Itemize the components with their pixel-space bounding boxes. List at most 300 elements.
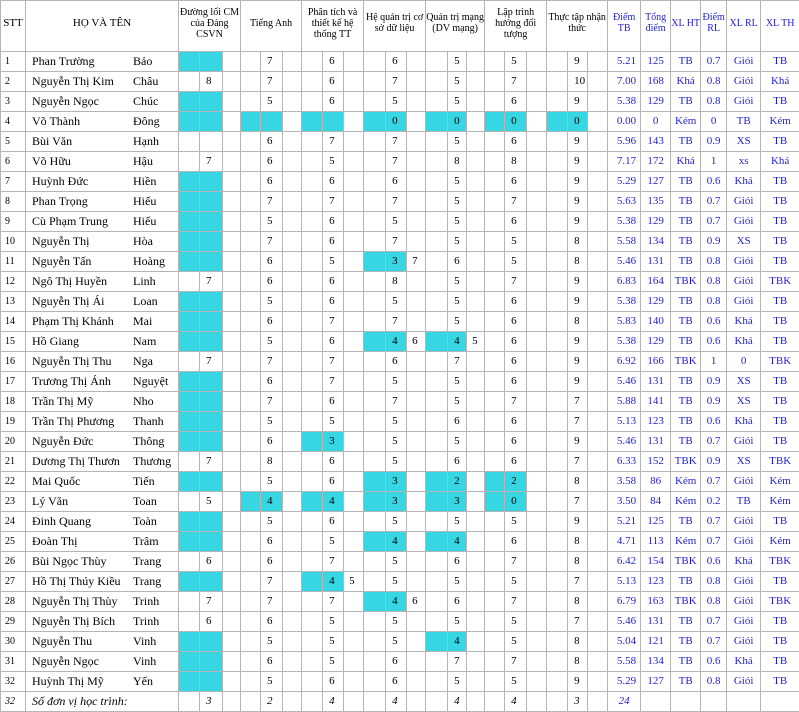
row-diem-rl: 0.9 bbox=[701, 452, 727, 472]
row-tt-retake bbox=[588, 492, 608, 512]
row-hq-spacer bbox=[364, 172, 386, 192]
row-lt-spacer bbox=[485, 612, 505, 632]
row-stt: 27 bbox=[1, 572, 26, 592]
row-diem-tb: 5.38 bbox=[608, 92, 641, 112]
header-xl-th: XL TH bbox=[761, 1, 799, 52]
row-diem-tb: 5.46 bbox=[608, 252, 641, 272]
row-pt-spacer bbox=[302, 212, 323, 232]
row-lt-score: 6 bbox=[505, 532, 527, 552]
row-tong-diem: 168 bbox=[641, 72, 671, 92]
row-ta-retake bbox=[283, 432, 302, 452]
table-row bbox=[1, 552, 799, 572]
row-pt-score: 4 bbox=[323, 492, 344, 512]
row-diem-rl: 0.6 bbox=[701, 552, 727, 572]
row-stt: 31 bbox=[1, 652, 26, 672]
row-qm-spacer bbox=[426, 132, 448, 152]
row-ten: Trang bbox=[131, 552, 179, 572]
row-pt-score: 6 bbox=[323, 292, 344, 312]
row-tt-retake bbox=[588, 332, 608, 352]
row-dl-score: 5 bbox=[200, 492, 223, 512]
row-dl-spacer bbox=[179, 472, 200, 492]
row-diem-tb: 5.83 bbox=[608, 312, 641, 332]
row-hq-score: 5 bbox=[386, 432, 407, 452]
row-ta-score: 7 bbox=[261, 352, 283, 372]
row-xl-th: TB bbox=[761, 312, 799, 332]
row-pt-score: 5 bbox=[323, 152, 344, 172]
table-row bbox=[1, 372, 799, 392]
row-tt-score: 7 bbox=[568, 392, 588, 412]
row-dl-spacer bbox=[179, 112, 200, 132]
row-lt-score: 6 bbox=[505, 132, 527, 152]
row-diem-rl: 0.8 bbox=[701, 672, 727, 692]
row-lt-retake bbox=[527, 532, 547, 552]
row-ta-spacer bbox=[241, 652, 261, 672]
row-hq-retake: 6 bbox=[407, 592, 426, 612]
row-hq-retake bbox=[407, 52, 426, 72]
row-hq-retake bbox=[407, 492, 426, 512]
row-xl-th: TBK bbox=[761, 352, 799, 372]
row-tt-retake bbox=[588, 212, 608, 232]
row-xl-th: TB bbox=[761, 332, 799, 352]
row-qm-retake bbox=[467, 592, 485, 612]
row-ta-retake bbox=[283, 232, 302, 252]
row-ta-retake bbox=[283, 372, 302, 392]
row-ten: Nga bbox=[131, 352, 179, 372]
row-dl-spacer bbox=[179, 452, 200, 472]
row-hq-score: 5 bbox=[386, 92, 407, 112]
row-dl-spacer bbox=[179, 192, 200, 212]
row-lt-retake bbox=[527, 432, 547, 452]
row-tt-score: 7 bbox=[568, 412, 588, 432]
row-lt-retake bbox=[527, 92, 547, 112]
row-ta-score: 7 bbox=[261, 232, 283, 252]
row-hq-score: 5 bbox=[386, 212, 407, 232]
row-diem-tb: 3.50 bbox=[608, 492, 641, 512]
row-qm-spacer bbox=[426, 292, 448, 312]
row-tt-score: 7 bbox=[568, 572, 588, 592]
footer-lt: 4 bbox=[505, 692, 527, 712]
row-tong-diem: 127 bbox=[641, 672, 671, 692]
row-xl-th: TB bbox=[761, 412, 799, 432]
row-ten: Thương bbox=[131, 452, 179, 472]
row-tong-diem: 131 bbox=[641, 372, 671, 392]
row-qm-score: 5 bbox=[448, 72, 467, 92]
row-ta-score: 5 bbox=[261, 472, 283, 492]
row-ho: Huỳnh Đức bbox=[26, 172, 131, 192]
row-dl-spacer bbox=[179, 672, 200, 692]
row-diem-rl: 0.6 bbox=[701, 172, 727, 192]
row-ta-score: 5 bbox=[261, 672, 283, 692]
row-lt-score: 8 bbox=[505, 152, 527, 172]
row-xl-rl: Giỏi bbox=[727, 572, 761, 592]
row-xl-th: TB bbox=[761, 212, 799, 232]
row-pt-spacer bbox=[302, 552, 323, 572]
row-tt-retake bbox=[588, 432, 608, 452]
row-pt-retake bbox=[344, 152, 364, 172]
row-lt-score: 5 bbox=[505, 512, 527, 532]
row-ta-retake bbox=[283, 672, 302, 692]
row-diem-tb: 5.38 bbox=[608, 332, 641, 352]
row-qm-spacer bbox=[426, 92, 448, 112]
row-dl-score bbox=[200, 92, 223, 112]
row-ta-retake bbox=[283, 132, 302, 152]
row-dl-retake bbox=[223, 72, 241, 92]
header-lap-trinh: Lập trình hướng đối tượng bbox=[485, 1, 547, 52]
row-tong-diem: 113 bbox=[641, 532, 671, 552]
row-tt-spacer bbox=[547, 672, 568, 692]
row-lt-score: 5 bbox=[505, 612, 527, 632]
row-tt-spacer bbox=[547, 52, 568, 72]
row-stt: 19 bbox=[1, 412, 26, 432]
table-row bbox=[1, 592, 799, 612]
row-hq-score: 7 bbox=[386, 312, 407, 332]
row-qm-retake bbox=[467, 452, 485, 472]
row-diem-rl: 0.2 bbox=[701, 492, 727, 512]
row-xl-rl: Giỏi bbox=[727, 672, 761, 692]
row-lt-spacer bbox=[485, 212, 505, 232]
row-lt-score: 7 bbox=[505, 552, 527, 572]
row-hq-spacer bbox=[364, 112, 386, 132]
row-dl-retake bbox=[223, 232, 241, 252]
row-qm-score: 5 bbox=[448, 392, 467, 412]
header-tong-diem: Tổng điểm bbox=[641, 1, 671, 52]
row-tt-spacer bbox=[547, 212, 568, 232]
table-row bbox=[1, 92, 799, 112]
row-stt: 14 bbox=[1, 312, 26, 332]
row-ho: Đinh Quang bbox=[26, 512, 131, 532]
row-ho: Phan Trọng bbox=[26, 192, 131, 212]
row-hq-retake bbox=[407, 392, 426, 412]
row-pt-spacer bbox=[302, 172, 323, 192]
row-xl-ht: TBK bbox=[671, 352, 701, 372]
row-lt-score: 5 bbox=[505, 632, 527, 652]
row-dl-retake bbox=[223, 152, 241, 172]
table-row bbox=[1, 252, 799, 272]
row-diem-tb: 6.92 bbox=[608, 352, 641, 372]
row-xl-th: TB bbox=[761, 292, 799, 312]
row-lt-score: 7 bbox=[505, 272, 527, 292]
row-tt-retake bbox=[588, 72, 608, 92]
row-qm-retake bbox=[467, 192, 485, 212]
row-ten: Trinh bbox=[131, 612, 179, 632]
row-qm-spacer bbox=[426, 212, 448, 232]
row-dl-retake bbox=[223, 112, 241, 132]
row-diem-rl: 0.9 bbox=[701, 132, 727, 152]
row-stt: 29 bbox=[1, 612, 26, 632]
row-ho: Mai Quốc bbox=[26, 472, 131, 492]
row-hq-retake bbox=[407, 612, 426, 632]
row-hq-retake bbox=[407, 352, 426, 372]
row-hq-spacer bbox=[364, 612, 386, 632]
table-row bbox=[1, 332, 799, 352]
row-pt-spacer bbox=[302, 132, 323, 152]
row-pt-score: 3 bbox=[323, 432, 344, 452]
row-lt-score: 5 bbox=[505, 672, 527, 692]
row-hq-spacer bbox=[364, 52, 386, 72]
row-pt-retake bbox=[344, 232, 364, 252]
row-diem-rl: 0.6 bbox=[701, 652, 727, 672]
row-ta-spacer bbox=[241, 332, 261, 352]
row-lt-retake bbox=[527, 212, 547, 232]
row-lt-score: 6 bbox=[505, 332, 527, 352]
row-lt-score: 5 bbox=[505, 252, 527, 272]
header-row bbox=[1, 1, 799, 52]
row-hq-retake bbox=[407, 312, 426, 332]
header-stt: STT bbox=[1, 1, 26, 52]
row-diem-rl: 0.8 bbox=[701, 592, 727, 612]
row-pt-spacer bbox=[302, 332, 323, 352]
row-dl-score bbox=[200, 112, 223, 132]
row-lt-retake bbox=[527, 232, 547, 252]
row-pt-score bbox=[323, 112, 344, 132]
row-pt-score: 7 bbox=[323, 192, 344, 212]
row-qm-score: 6 bbox=[448, 412, 467, 432]
row-qm-score: 5 bbox=[448, 432, 467, 452]
row-ta-score: 6 bbox=[261, 252, 283, 272]
row-dl-spacer bbox=[179, 592, 200, 612]
row-lt-spacer bbox=[485, 112, 505, 132]
row-ta-spacer bbox=[241, 112, 261, 132]
row-tt-score: 9 bbox=[568, 192, 588, 212]
row-hq-score: 4 bbox=[386, 332, 407, 352]
row-hq-score: 5 bbox=[386, 412, 407, 432]
header-phan-tich: Phân tích và thiết kế hệ thống TT bbox=[302, 1, 364, 52]
row-hq-score: 5 bbox=[386, 612, 407, 632]
row-pt-score: 6 bbox=[323, 232, 344, 252]
row-tt-score: 7 bbox=[568, 612, 588, 632]
row-hq-retake bbox=[407, 532, 426, 552]
row-ta-spacer bbox=[241, 392, 261, 412]
row-qm-retake bbox=[467, 252, 485, 272]
row-lt-retake bbox=[527, 312, 547, 332]
row-qm-retake bbox=[467, 552, 485, 572]
row-hq-score: 7 bbox=[386, 72, 407, 92]
row-hq-spacer bbox=[364, 592, 386, 612]
row-pt-spacer bbox=[302, 652, 323, 672]
row-lt-retake bbox=[527, 492, 547, 512]
row-ta-score: 8 bbox=[261, 452, 283, 472]
row-ta-retake bbox=[283, 292, 302, 312]
row-hq-spacer bbox=[364, 352, 386, 372]
row-tong-diem: 129 bbox=[641, 212, 671, 232]
row-qm-retake bbox=[467, 392, 485, 412]
row-lt-spacer bbox=[485, 232, 505, 252]
row-ta-retake bbox=[283, 172, 302, 192]
row-ta-spacer bbox=[241, 132, 261, 152]
row-stt: 15 bbox=[1, 332, 26, 352]
row-ten: Hiếu bbox=[131, 212, 179, 232]
row-pt-retake bbox=[344, 432, 364, 452]
row-pt-score: 7 bbox=[323, 132, 344, 152]
row-ho: Trần Thị Mỹ bbox=[26, 392, 131, 412]
row-ta-score: 5 bbox=[261, 292, 283, 312]
row-ho: Hồ Thị Thúy Kiều bbox=[26, 572, 131, 592]
row-ho: Huỳnh Thị Mỹ bbox=[26, 672, 131, 692]
row-ta-retake bbox=[283, 112, 302, 132]
row-dl-retake bbox=[223, 532, 241, 552]
row-qm-spacer bbox=[426, 632, 448, 652]
row-diem-tb: 0.00 bbox=[608, 112, 641, 132]
row-dl-spacer bbox=[179, 392, 200, 412]
footer-tt: 3 bbox=[568, 692, 588, 712]
row-qm-retake bbox=[467, 72, 485, 92]
row-xl-ht: Khá bbox=[671, 72, 701, 92]
table-row bbox=[1, 492, 799, 512]
row-tong-diem: 134 bbox=[641, 652, 671, 672]
row-lt-spacer bbox=[485, 532, 505, 552]
row-ta-retake bbox=[283, 152, 302, 172]
row-xl-ht: TB bbox=[671, 392, 701, 412]
row-tt-spacer bbox=[547, 252, 568, 272]
row-tt-retake bbox=[588, 252, 608, 272]
row-diem-tb: 6.33 bbox=[608, 452, 641, 472]
row-diem-rl: 0.7 bbox=[701, 52, 727, 72]
row-hq-score: 5 bbox=[386, 452, 407, 472]
row-qm-retake bbox=[467, 612, 485, 632]
row-diem-tb: 5.46 bbox=[608, 612, 641, 632]
row-lt-retake bbox=[527, 132, 547, 152]
row-dl-retake bbox=[223, 372, 241, 392]
row-diem-tb: 4.71 bbox=[608, 532, 641, 552]
row-diem-rl: 0 bbox=[701, 112, 727, 132]
row-qm-retake bbox=[467, 112, 485, 132]
row-pt-spacer bbox=[302, 452, 323, 472]
row-ta-retake bbox=[283, 512, 302, 532]
row-xl-rl: 0 bbox=[727, 352, 761, 372]
row-stt: 26 bbox=[1, 552, 26, 572]
row-hq-spacer bbox=[364, 132, 386, 152]
row-xl-ht: TB bbox=[671, 652, 701, 672]
row-xl-rl: Giỏi bbox=[727, 532, 761, 552]
row-ho: Nguyễn Thị Thùy bbox=[26, 592, 131, 612]
row-ta-score: 5 bbox=[261, 212, 283, 232]
row-xl-ht: Kém bbox=[671, 532, 701, 552]
row-ho: Võ Hữu bbox=[26, 152, 131, 172]
row-stt: 32 bbox=[1, 672, 26, 692]
row-xl-ht: TB bbox=[671, 192, 701, 212]
row-ten: Loan bbox=[131, 292, 179, 312]
row-qm-score: 0 bbox=[448, 112, 467, 132]
row-xl-th: TB bbox=[761, 512, 799, 532]
row-dl-score: 7 bbox=[200, 272, 223, 292]
row-dl-spacer bbox=[179, 612, 200, 632]
row-dl-score bbox=[200, 652, 223, 672]
row-tt-score: 8 bbox=[568, 312, 588, 332]
row-stt: 10 bbox=[1, 232, 26, 252]
row-xl-th: TB bbox=[761, 132, 799, 152]
row-xl-th: Khá bbox=[761, 152, 799, 172]
table-row bbox=[1, 112, 799, 132]
row-lt-spacer bbox=[485, 272, 505, 292]
row-qm-spacer bbox=[426, 172, 448, 192]
row-ta-spacer bbox=[241, 352, 261, 372]
row-qm-score: 5 bbox=[448, 212, 467, 232]
row-lt-spacer bbox=[485, 332, 505, 352]
row-xl-rl: Giỏi bbox=[727, 632, 761, 652]
row-pt-score: 6 bbox=[323, 92, 344, 112]
row-xl-ht: TB bbox=[671, 432, 701, 452]
row-ta-spacer bbox=[241, 72, 261, 92]
row-dl-score: 7 bbox=[200, 592, 223, 612]
row-hq-retake bbox=[407, 232, 426, 252]
row-qm-retake bbox=[467, 572, 485, 592]
row-ta-score: 7 bbox=[261, 52, 283, 72]
row-pt-spacer bbox=[302, 52, 323, 72]
row-dl-score: 6 bbox=[200, 552, 223, 572]
row-xl-ht: Kém bbox=[671, 112, 701, 132]
row-tt-spacer bbox=[547, 132, 568, 152]
row-ta-retake bbox=[283, 412, 302, 432]
row-qm-retake bbox=[467, 372, 485, 392]
row-dl-spacer bbox=[179, 552, 200, 572]
row-dl-spacer bbox=[179, 52, 200, 72]
row-tt-retake bbox=[588, 572, 608, 592]
row-ten: Hiền bbox=[131, 172, 179, 192]
row-ho: Trương Thị Ánh bbox=[26, 372, 131, 392]
header-xl-ht: XL HT bbox=[671, 1, 701, 52]
row-stt: 18 bbox=[1, 392, 26, 412]
row-hq-spacer bbox=[364, 372, 386, 392]
row-hq-score: 3 bbox=[386, 472, 407, 492]
row-lt-retake bbox=[527, 292, 547, 312]
row-dl-retake bbox=[223, 412, 241, 432]
row-lt-spacer bbox=[485, 172, 505, 192]
row-ta-score: 6 bbox=[261, 372, 283, 392]
row-lt-spacer bbox=[485, 52, 505, 72]
row-dl-retake bbox=[223, 132, 241, 152]
row-diem-tb: 5.13 bbox=[608, 572, 641, 592]
row-lt-spacer bbox=[485, 512, 505, 532]
row-ta-spacer bbox=[241, 212, 261, 232]
table-row bbox=[1, 412, 799, 432]
row-tt-spacer bbox=[547, 312, 568, 332]
row-qm-score: 5 bbox=[448, 52, 467, 72]
row-stt: 9 bbox=[1, 212, 26, 232]
row-ten: Châu bbox=[131, 72, 179, 92]
row-lt-score: 2 bbox=[505, 472, 527, 492]
row-hq-spacer bbox=[364, 632, 386, 652]
row-lt-retake bbox=[527, 352, 547, 372]
row-pt-score: 5 bbox=[323, 612, 344, 632]
row-pt-spacer bbox=[302, 252, 323, 272]
row-lt-spacer bbox=[485, 472, 505, 492]
row-ten: Chúc bbox=[131, 92, 179, 112]
row-ta-spacer bbox=[241, 172, 261, 192]
row-qm-retake bbox=[467, 652, 485, 672]
row-hq-retake bbox=[407, 432, 426, 452]
row-lt-spacer bbox=[485, 92, 505, 112]
row-qm-spacer bbox=[426, 652, 448, 672]
row-diem-rl: 0.6 bbox=[701, 412, 727, 432]
row-pt-spacer bbox=[302, 72, 323, 92]
row-dl-score bbox=[200, 672, 223, 692]
row-tt-spacer bbox=[547, 292, 568, 312]
row-ho: Hồ Giang bbox=[26, 332, 131, 352]
row-xl-ht: Kém bbox=[671, 492, 701, 512]
row-qm-retake bbox=[467, 152, 485, 172]
row-tong-diem: 172 bbox=[641, 152, 671, 172]
row-ta-retake bbox=[283, 492, 302, 512]
row-xl-ht: TB bbox=[671, 132, 701, 152]
row-dl-retake bbox=[223, 572, 241, 592]
row-diem-rl: 0.7 bbox=[701, 432, 727, 452]
row-pt-score: 5 bbox=[323, 652, 344, 672]
row-dl-retake bbox=[223, 452, 241, 472]
row-tong-diem: 135 bbox=[641, 192, 671, 212]
table-row bbox=[1, 232, 799, 252]
row-qm-spacer bbox=[426, 412, 448, 432]
table-row bbox=[1, 52, 799, 72]
